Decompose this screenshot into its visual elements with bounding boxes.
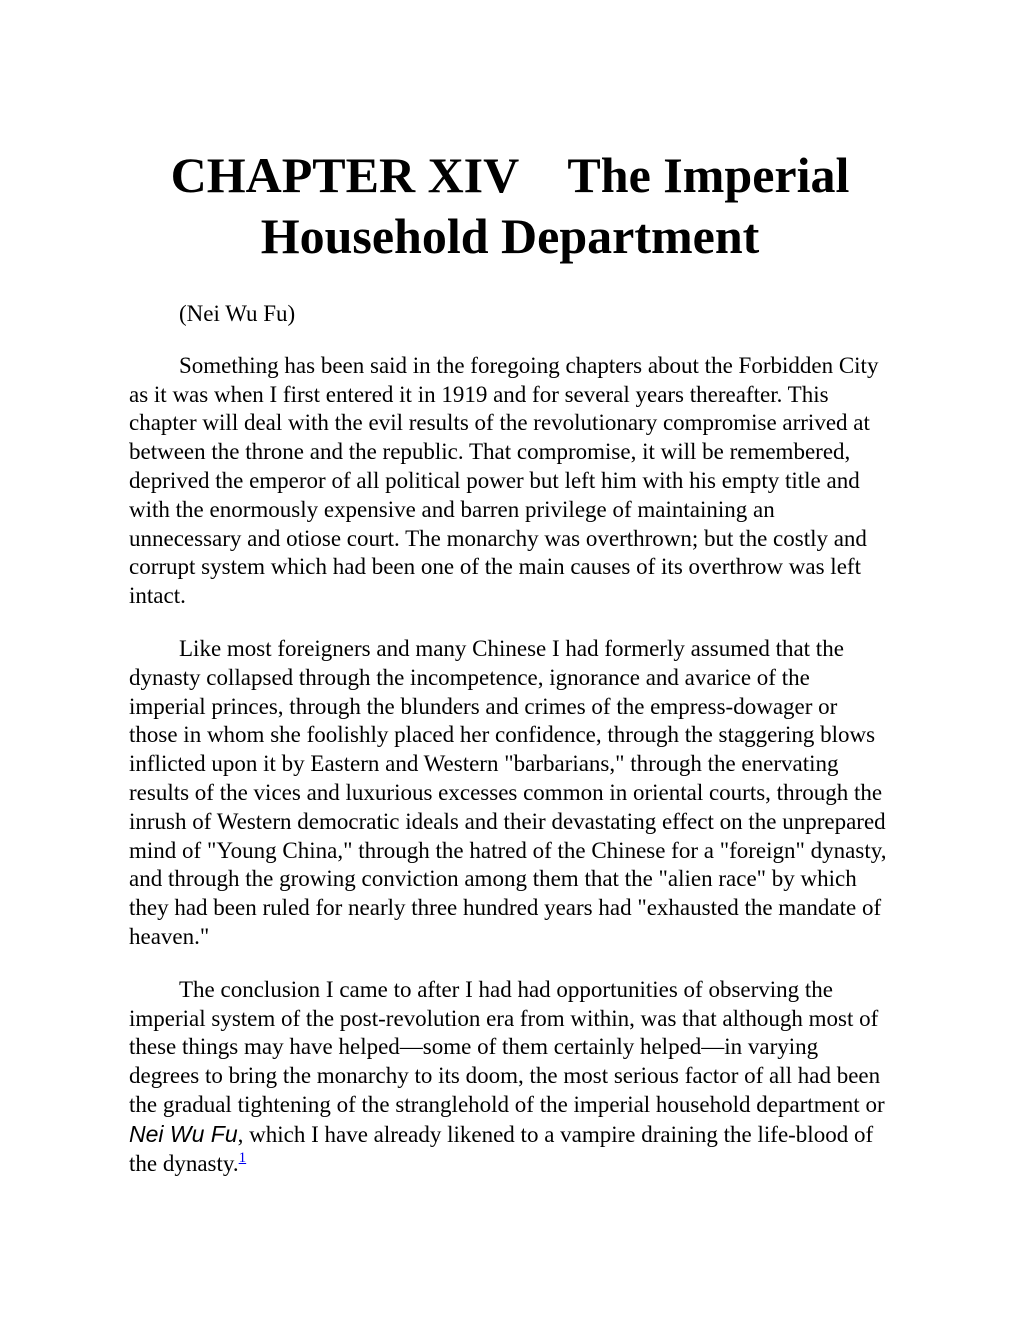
paragraph-3 [129, 976, 891, 1179]
chapter-subtitle: (Nei Wu Fu) [179, 301, 296, 326]
paragraph-2: Like most foreigners and many Chinese I had formerly assumed that the dynasty collapsed through the incompetence, ignorance and avarice of the imperial princes, through the blunders and crimes of the empress-dowager or those in whom she foolishly placed her confidence, through the staggering blows inflicted upon it by Eastern and Western "barbarians," through the enervating results of the vices and luxurious excesses common in oriental courts, through the inrush of Western democratic ideals and their devastating effect on the unprepared mind of "Young China," through the hatred of the Chinese for a "foreign" dynasty, and through the growing conviction among them that the "alien race" by which they had been ruled for nearly three hundred years had "exhausted the mandate of heaven." [129, 635, 887, 949]
chapter-heading-text: CHAPTER XIV The Imperial Household Department [170, 147, 862, 264]
document-page [129, 145, 891, 1178]
nei-wu-fu-term: Nei Wu Fu [129, 1120, 238, 1147]
paragraph-3-text-before: The conclusion I came to after I had had opportunities of observing the imperial system of the post-revolution era from within, was that although most of these things may have helped—some of them certainly helped—in varying degrees to bring the monarchy to its doom, the most serious factor of all had been the gradual tightening of the stranglehold of the imperial household department or [129, 976, 885, 1117]
paragraph-1: Something has been said in the foregoing chapters about the Forbidden City as it was when I first entered it in 1919 and for several years thereafter. This chapter will deal with the evil results of the revolutionary compromise arrived at between the throne and the republic. That compromise, it will be remembered, deprived the emperor of all political power but left him with his empty title and with the enormously expensive and barren privilege of maintaining an unnecessary and otiose court. The monarchy was overthrown; but the costly and corrupt system which had been one of the main causes of its overthrow was left intact. [129, 352, 879, 609]
footnote-link-1[interactable]: 1 [238, 1149, 247, 1166]
chapter-heading [129, 145, 891, 267]
paragraph-3-text-after: , which I have already likened to a vampire draining the life-blood of the dynasty. [129, 1121, 874, 1176]
footnote-marker [239, 1146, 247, 1167]
